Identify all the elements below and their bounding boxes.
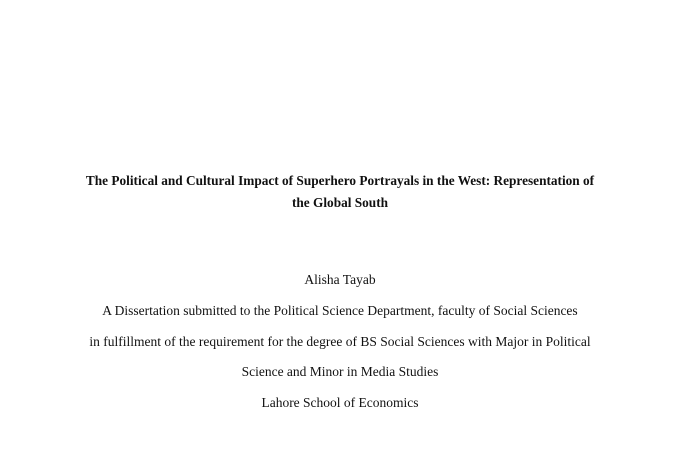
institution-name: Lahore School of Economics	[261, 395, 419, 410]
submission-line-1: A Dissertation submitted to the Political Science Department, faculty of Social Sciences	[102, 303, 578, 318]
title-line-1: The Political and Cultural Impact of Superhero Portrayals in the West: Representation of	[85, 173, 595, 188]
submission-line-2: in fulfillment of the requirement for the degree of BS Social Sciences with Major in Political	[89, 334, 591, 349]
author-name: Alisha Tayab	[304, 272, 376, 287]
submission-line-3: Science and Minor in Media Studies	[241, 364, 439, 379]
title-line-2: the Global South	[291, 195, 389, 210]
